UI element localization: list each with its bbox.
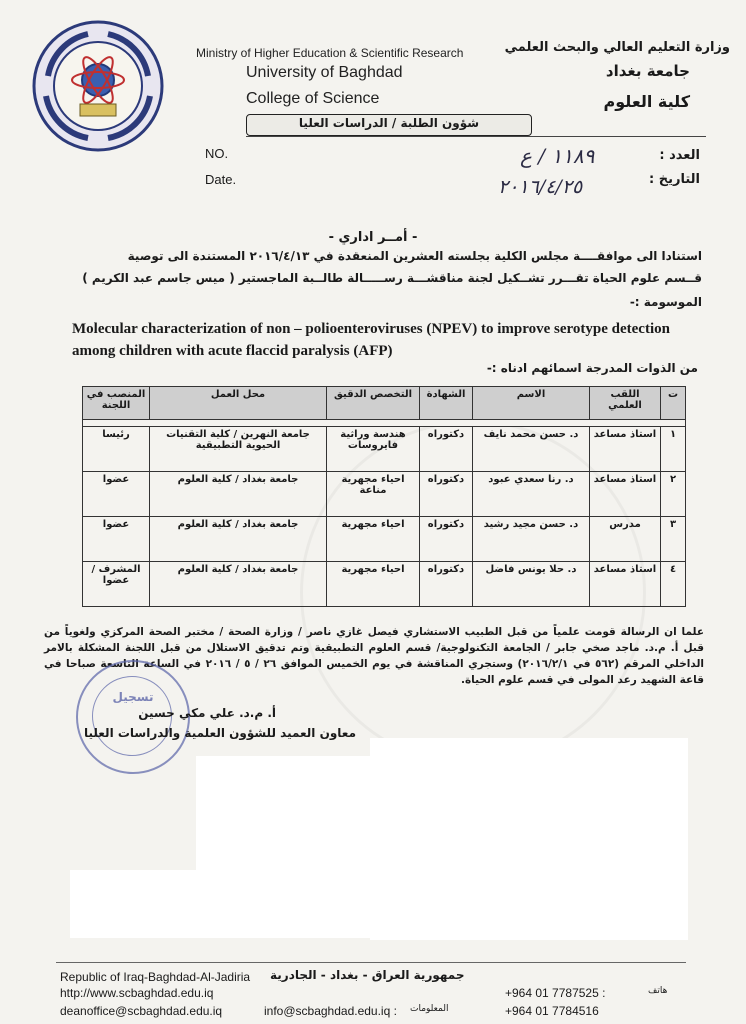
table-row — [83, 562, 686, 607]
cell-index: ١ — [661, 427, 686, 472]
members-intro: من الذوات المدرجة اسمائهم ادناه :- — [486, 361, 698, 375]
footer-divider — [56, 962, 686, 963]
cell-position: عضوا — [83, 472, 150, 517]
handwritten-date: ٢٠١٦/٤/٢٥ — [498, 176, 583, 198]
signatory-name: أ. م.د. علي مكي حسين — [138, 706, 276, 720]
cell-workplace: جامعة النهرين / كلية التقنيات الحيوية التطبيقية — [150, 427, 327, 472]
cell-specialty: هندسة وراثية فايروسات — [327, 427, 420, 472]
department-banner — [246, 114, 532, 136]
order-title: - أمــر اداري - — [328, 230, 418, 245]
signatory-title: معاون العميد للشؤون العلمية والدراسات العليا — [83, 726, 356, 740]
number-label-ar: العدد : — [659, 148, 700, 163]
cell-workplace: جامعة بغداد / كلية العلوم — [150, 472, 327, 517]
college-name-ar: كلية العلوم — [603, 92, 690, 111]
college-seal-icon — [28, 16, 168, 156]
col-header-degree: الشهادة — [420, 387, 473, 420]
date-label-ar: التاريخ : — [649, 172, 700, 187]
cell-rank: مدرس — [590, 517, 661, 562]
cell-index: ٣ — [661, 517, 686, 562]
col-header-rank: اللقب العلمي — [590, 387, 661, 420]
footer-phone-1: +964 01 7787525 : — [505, 986, 606, 1000]
ministry-name-ar: وزارة التعليم العالي والبحث العلمي — [504, 40, 730, 55]
university-name-ar: جامعة بغداد — [605, 62, 690, 80]
cell-position: رئيسا — [83, 427, 150, 472]
handwritten-number: ١١٨٩ / ع — [520, 144, 595, 168]
cell-name: د. حسن محمد نايف — [473, 427, 590, 472]
footer-address-ar: جمهورية العراق - بغداد - الجادرية — [270, 968, 465, 982]
cell-index: ٢ — [661, 472, 686, 517]
col-header-index: ت — [661, 387, 686, 420]
cell-workplace: جامعة بغداد / كلية العلوم — [150, 517, 327, 562]
cell-degree: دكتوراه — [420, 562, 473, 607]
redaction-block — [70, 870, 686, 938]
footer-phone-2: +964 01 7784516 — [505, 1004, 599, 1018]
table-spacer — [83, 420, 686, 427]
cell-specialty: احياء مجهرية — [327, 517, 420, 562]
table-row — [83, 472, 686, 517]
cell-rank: استاذ مساعد — [590, 427, 661, 472]
department-label: شؤون الطلبة / الدراسات العليا — [298, 116, 480, 130]
cell-name: د. حسن مجيد رشيد — [473, 517, 590, 562]
header-divider — [246, 136, 706, 137]
table-row — [83, 517, 686, 562]
footer-address-en: Republic of Iraq-Baghdad-Al-Jadiria — [60, 970, 251, 984]
paragraph-line-3: الموسومة :- — [629, 295, 702, 309]
paragraph-line-1: استنادا الى موافقــــة مجلس الكلية بجلسته العشرين المنعقدة في ٢٠١٦/٤/١٣ المستندة الى توصية — [127, 249, 702, 263]
footer-info-label: المعلومات — [410, 1004, 449, 1014]
table-row — [83, 427, 686, 472]
stamp-text: تسجيل — [112, 690, 154, 704]
date-label-en: Date. — [205, 172, 237, 187]
note-paragraph: علما ان الرسالة قومت علمياً من قبل الطبيب الاستشاري فيصل غازي ناصر / وزارة الصحة / مختبر الصحة المركزي ولغوياً من قبل أ. م.د. ماجد صخي جابر / الجامعة التكنولوجية/ قسم العلوم التطبيقية وتم تدقيق الاستلال من قبل اللجنة المشكلة بالامر الداخلي المرقم (٥٦٢ في ٢٠١٦/٢/١) وستجري المناقشة في يوم الخميس الموافق ٢٦ / ٥ / ٢٠١٦ في الساعة التاسعة صباحا في قاعة الشهيد رعد المولى في قسم علوم الحياة. — [44, 626, 704, 686]
col-header-workplace: محل العمل — [150, 387, 327, 420]
cell-degree: دكتوراه — [420, 517, 473, 562]
cell-workplace: جامعة بغداد / كلية العلوم — [150, 562, 327, 607]
university-name-en: University of Baghdad — [246, 64, 403, 81]
footer-website: http://www.scbaghdad.edu.iq — [60, 986, 214, 1000]
cell-position: عضوا — [83, 517, 150, 562]
col-header-specialty: التخصص الدقيق — [327, 387, 420, 420]
number-label-en: NO. — [205, 146, 229, 161]
col-header-position: المنصب في اللجنة — [83, 387, 150, 420]
cell-name: د. رنا سعدي عبود — [473, 472, 590, 517]
cell-specialty: احياء مجهرية مناعة — [327, 472, 420, 517]
cell-index: ٤ — [661, 562, 686, 607]
table-header-row — [83, 387, 686, 420]
footer-info-email: info@scbaghdad.edu.iq : — [264, 1004, 397, 1018]
cell-position: المشرف / عضوا — [83, 562, 150, 607]
college-name-en: College of Science — [246, 90, 380, 107]
cell-name: د. حلا يونس فاضل — [473, 562, 590, 607]
footer-dean-email: deanoffice@scbaghdad.edu.iq — [60, 1004, 223, 1018]
ministry-name-en: Ministry of Higher Education & Scientific Research — [196, 46, 464, 60]
cell-specialty: احياء مجهرية — [327, 562, 420, 607]
cell-degree: دكتوراه — [420, 472, 473, 517]
cell-rank: استاذ مساعد — [590, 562, 661, 607]
thesis-title: Molecular characterization of non – polioenteroviruses (NPEV) to improve serotype detection among children with acute flaccid paralysis (AFP) — [72, 321, 670, 359]
cell-degree: دكتوراه — [420, 427, 473, 472]
cell-rank: استاذ مساعد — [590, 472, 661, 517]
paragraph-line-2: قــسم علوم الحياة تقـــرر تشــكيل لجنة مناقشـــة رســـــالة طالــبة الماجستير ( ميس جاسم عبد الكريم ) — [82, 271, 702, 285]
footer-phone-label: هاتف — [648, 986, 668, 996]
col-header-name: الاسم — [473, 387, 590, 420]
committee-table — [82, 386, 686, 607]
